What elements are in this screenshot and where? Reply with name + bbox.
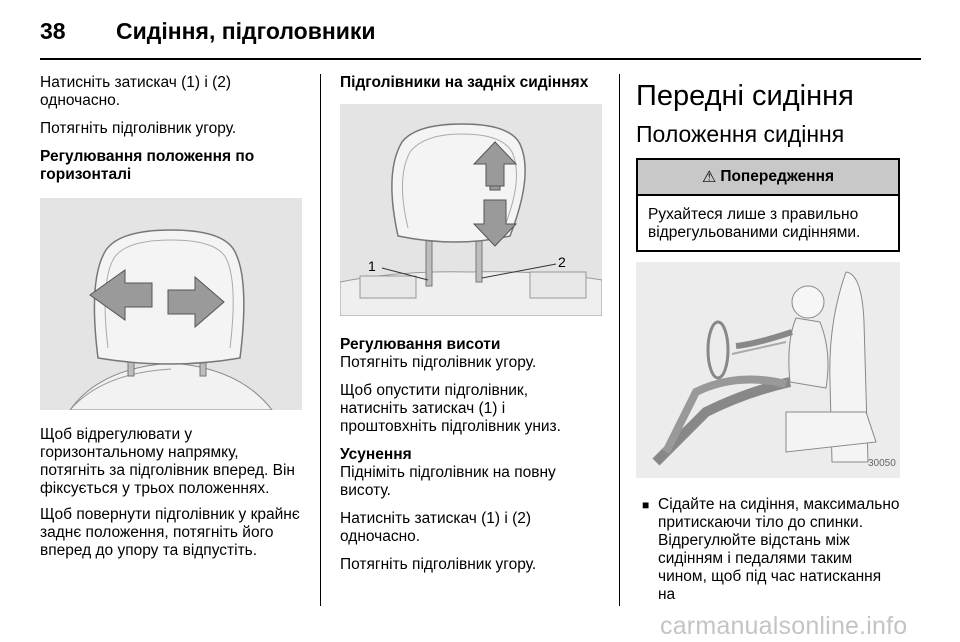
warning-box bbox=[636, 158, 900, 252]
bullet-item bbox=[636, 496, 900, 604]
page-number: 38 bbox=[40, 18, 66, 44]
subheading: Регулювання висоти bbox=[340, 336, 501, 353]
warning-title: Попередження bbox=[720, 168, 835, 185]
paragraph: Щоб повернути підголівник у крайнє заднє положення, потягніть його вперед до упору та відпустіть. bbox=[40, 506, 300, 559]
warning-text: Рухайтеся лише з правильно відрегульованими сидіннями. bbox=[648, 206, 861, 241]
paragraph: Підніміть підголівник на повну висоту. bbox=[340, 464, 556, 499]
subheading: Усунення bbox=[340, 446, 412, 463]
headrest-horizontal-illustration bbox=[40, 198, 302, 410]
paragraph: Щоб опустити підголівник, натисніть затискач (1) і проштовхніть підголівник униз. bbox=[340, 382, 561, 435]
driver-seat-illustration bbox=[636, 262, 900, 478]
column-1 bbox=[40, 74, 302, 570]
subheading: Підголівники на задніх сидіннях bbox=[340, 74, 589, 91]
warning-triangle-icon: ⚠ bbox=[701, 169, 717, 186]
paragraph: Щоб відрегулювати у горизонтальному напрямку, потягніть за підголівник вперед. Він фіксується у трьох положеннях. bbox=[40, 426, 295, 497]
warning-header bbox=[638, 160, 898, 196]
bullet-square-icon: ■ bbox=[642, 498, 650, 512]
subheading: Регулювання положення по горизонталі bbox=[40, 148, 255, 183]
section-heading: Передні сидіння bbox=[636, 80, 854, 112]
column-divider bbox=[320, 74, 321, 606]
column-3 bbox=[636, 74, 900, 604]
subsection-heading: Положення сидіння bbox=[636, 121, 845, 147]
bullet-text: Сідайте на сидіння, максимально притискаючи тіло до спинки. Відрегулюйте відстань між сидінням і педалями таким чином, щоб під час натискання на bbox=[658, 496, 900, 603]
paragraph: Потягніть підголівник угору. bbox=[340, 354, 537, 371]
callout-1-label: 1 bbox=[368, 258, 376, 274]
paragraph: Потягніть підголівник угору. bbox=[340, 556, 537, 573]
column-divider bbox=[619, 74, 620, 606]
watermark: carmanualsonline.info bbox=[660, 612, 908, 640]
header-rule bbox=[40, 58, 921, 60]
page-header bbox=[40, 14, 920, 54]
section-title: Сидіння, підголовники bbox=[116, 18, 376, 44]
image-code: 30050 bbox=[868, 458, 896, 469]
callout-2-label: 2 bbox=[558, 254, 566, 270]
column-2 bbox=[340, 74, 603, 584]
rear-headrest-illustration bbox=[340, 104, 602, 316]
paragraph: Натисніть затискач (1) і (2) одночасно. bbox=[340, 510, 532, 545]
paragraph: Натисніть затискач (1) і (2) одночасно. bbox=[40, 74, 232, 109]
paragraph: Потягніть підголівник угору. bbox=[40, 120, 237, 137]
